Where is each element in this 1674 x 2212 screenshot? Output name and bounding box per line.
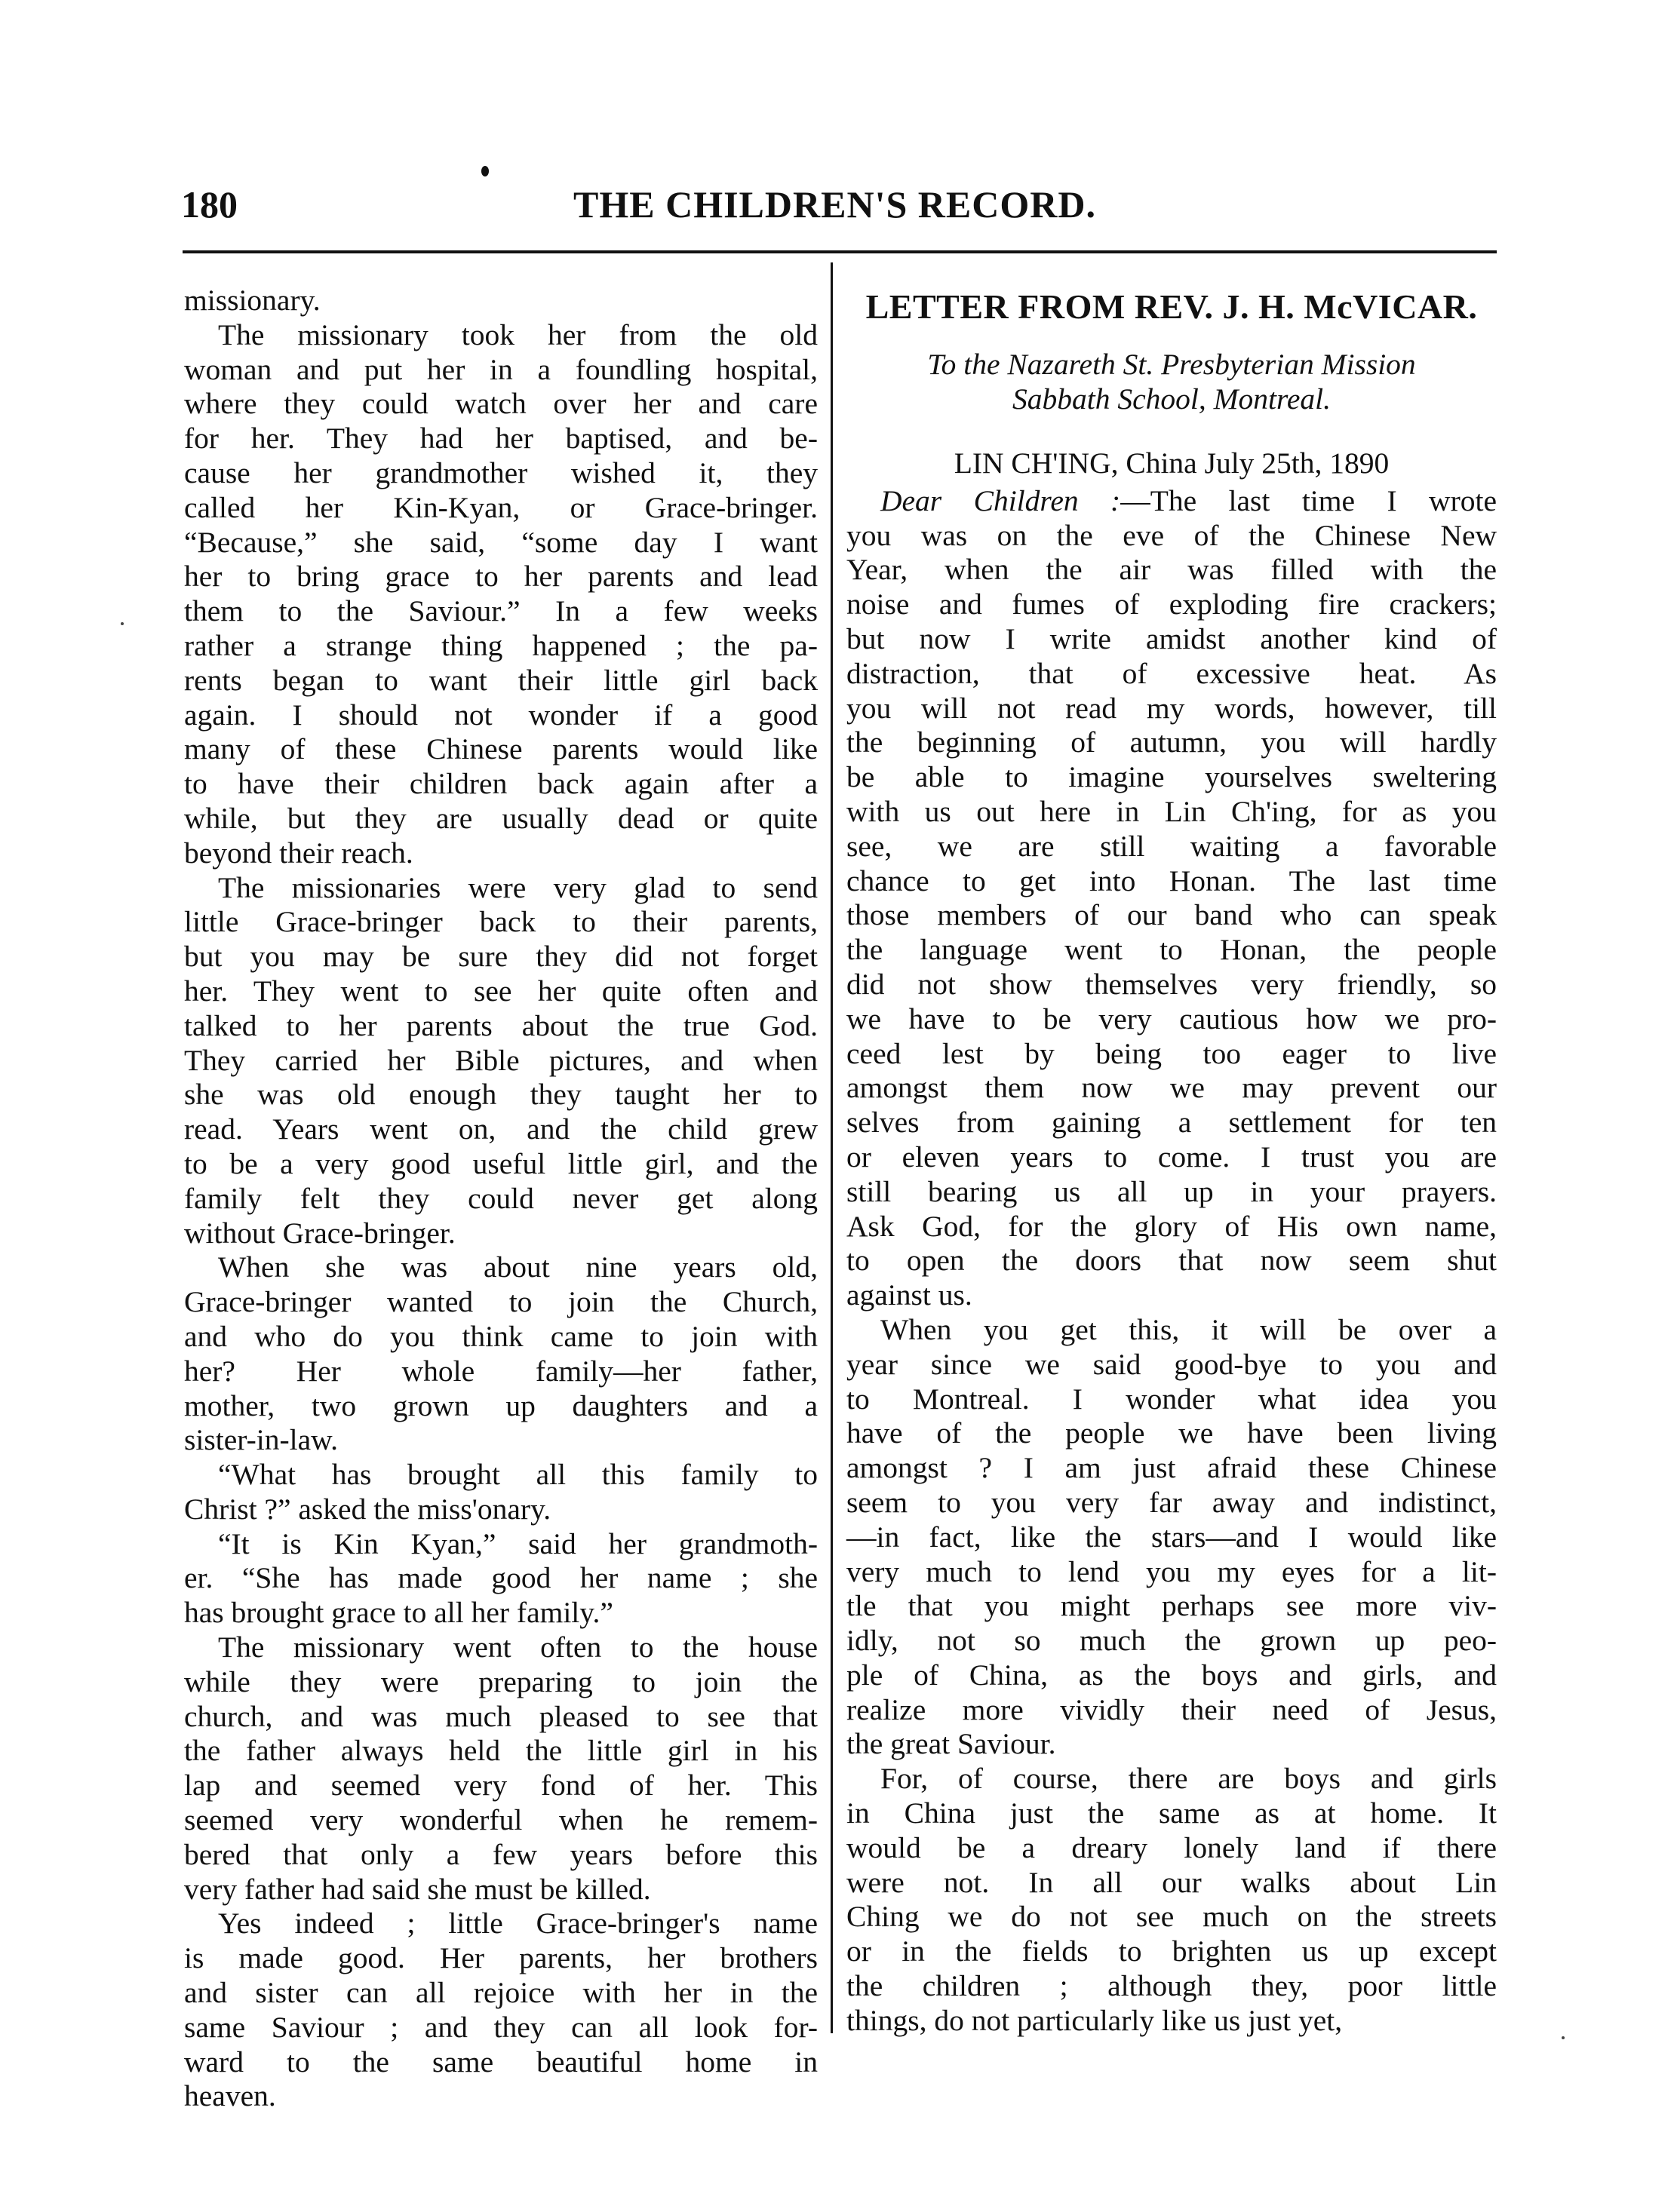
text-line: read. Years went on, and the child grew — [184, 1112, 818, 1146]
article-title: LETTER FROM REV. J. H. McVICAR. — [865, 287, 1478, 326]
text-line: tle that you might perhaps see more viv- — [846, 1589, 1497, 1623]
text-line: lap and seemed very fond of her. This — [184, 1769, 818, 1802]
text-line: mother, two grown up daughters and a — [184, 1388, 818, 1422]
text-line: rather a strange thing happened ; the pa- — [184, 628, 818, 662]
text-line: The missionary took her from the old — [218, 318, 818, 351]
text-line: idly, not so much the grown up peo- — [846, 1624, 1497, 1658]
text-line: to be a very good useful little girl, and the — [184, 1146, 818, 1180]
text-line: Year, when the air was filled with the — [846, 553, 1497, 587]
text-line: in China just the same as at home. It — [846, 1796, 1497, 1830]
text-line: to Montreal. I wonder what idea you — [846, 1382, 1497, 1416]
text-line: did not show themselves very friendly, so — [846, 967, 1497, 1001]
text-line: but now I write amidst another kind of — [846, 621, 1497, 655]
page-header — [181, 175, 1494, 235]
text-line: realize more vividly their need of Jesus, — [846, 1692, 1497, 1726]
paragraph — [184, 1250, 818, 1458]
dedication-line: To the Nazareth St. Presbyterian Mission — [927, 348, 1416, 381]
text-line: bered that only a few years before this — [184, 1837, 818, 1871]
text-line: seemed very wonderful when he remem- — [184, 1803, 818, 1837]
text-line: “What has brought all this family to — [218, 1458, 818, 1492]
text-line: er. “She has made good her name ; she — [184, 1561, 818, 1595]
salutation: Dear Children : — [880, 483, 1121, 517]
text-line: still bearing us all up in your prayers. — [846, 1174, 1497, 1208]
text-line: and who do you think came to join with — [184, 1319, 818, 1353]
text-line: and sister can all rejoice with her in the — [184, 1976, 818, 2010]
text-line: rents began to want their little girl back — [184, 663, 818, 697]
text-line: is made good. Her parents, her brothers — [184, 1941, 818, 1975]
text-line: cause her grandmother wished it, they — [184, 456, 818, 489]
paragraph — [184, 1458, 818, 1527]
text-line: same Saviour ; and they can all look for- — [184, 2010, 818, 2044]
text-line: to open the doors that now seem shut — [846, 1244, 1497, 1278]
text-line: those members of our band who can speak — [846, 898, 1497, 932]
paragraph — [184, 871, 818, 1251]
text-line: she was old enough they taught her to — [184, 1078, 818, 1112]
text-line: Grace-bringer wanted to join the Church, — [184, 1285, 818, 1319]
text-line: very father had said she must be killed. — [184, 1872, 651, 1906]
text-line: you was on the eve of the Chinese New — [846, 518, 1497, 552]
text-line: Ching we do not see much on the streets — [846, 1900, 1497, 1934]
dedication — [846, 347, 1497, 416]
text-line: Ask God, for the glory of His own name, — [846, 1209, 1497, 1243]
text-line: When you get this, it will be over a — [880, 1312, 1497, 1346]
text-line: to have their children back again after a — [184, 767, 818, 801]
text-line: amongst ? I am just afraid these Chinese — [846, 1451, 1497, 1485]
text-line: Christ ?” asked the miss'onary. — [184, 1492, 551, 1526]
text-line: with us out here in Lin Ch'ing, for as you — [846, 794, 1497, 828]
text-line: the great Saviour. — [846, 1727, 1056, 1761]
text-line: —in fact, like the stars—and I would like — [846, 1520, 1497, 1554]
right-column — [846, 284, 1497, 2039]
paper-speck — [1562, 2036, 1565, 2039]
text-line: missionary. — [184, 284, 321, 317]
text-line: the children ; although they, poor little — [846, 1969, 1497, 2003]
text-line: her to bring grace to her parents and lead — [184, 560, 818, 594]
text-line: little Grace-bringer back to their parents, — [184, 905, 818, 939]
paragraph — [846, 1762, 1497, 2038]
text-line: seem to you very far away and indistinct, — [846, 1485, 1497, 1519]
text-line: ward to the same beautiful home in — [184, 2045, 818, 2079]
text-line: “It is Kin Kyan,” said her grandmoth- — [218, 1526, 818, 1560]
text-line: her? Her whole family—her father, — [184, 1354, 818, 1388]
text-line: for her. They had her baptised, and be- — [184, 422, 818, 456]
letter-body — [846, 484, 1497, 2039]
text-line: while, but they are usually dead or quite — [184, 801, 818, 835]
text-line: again. I should not wonder if a good — [184, 698, 818, 732]
paragraph — [184, 318, 818, 871]
text-line: her. They went to see her quite often and — [184, 974, 818, 1008]
left-column — [184, 284, 818, 2114]
text-line: the language went to Honan, the people — [846, 933, 1497, 967]
header-rule — [183, 250, 1497, 253]
text-line: Yes indeed ; little Grace-bringer's name — [218, 1907, 818, 1940]
text-line: The missionary went often to the house — [218, 1631, 818, 1664]
paragraph — [846, 484, 1497, 1313]
text-line: called her Kin-Kyan, or Grace-bringer. — [184, 490, 818, 524]
text-line: amongst them now we may prevent our — [846, 1071, 1497, 1105]
text-line: without Grace-bringer. — [184, 1216, 456, 1250]
text-line: ceed lest by being too eager to live — [846, 1036, 1497, 1070]
paragraph — [184, 284, 818, 318]
text-line: the beginning of autumn, you will hardly — [846, 726, 1497, 759]
text-line: but you may be sure they did not forget — [184, 940, 818, 974]
text-line: against us. — [846, 1278, 972, 1312]
text-line: year since we said good-bye to you and — [846, 1347, 1497, 1381]
dateline: LIN CH'ING, China July 25th, 1890 — [954, 446, 1390, 480]
text-line: beyond their reach. — [184, 836, 413, 870]
text-line: The missionaries were very glad to send — [218, 870, 818, 904]
text-line: them to the Saviour.” In a few weeks — [184, 594, 818, 628]
text-line — [846, 484, 1497, 519]
paragraph — [184, 1631, 818, 1907]
text-line: distraction, that of excessive heat. As — [846, 656, 1497, 690]
text-line: noise and fumes of exploding fire crackers; — [846, 588, 1497, 621]
text-line: talked to her parents about the true God. — [184, 1008, 818, 1042]
text-line: very much to lend you my eyes for a lit- — [846, 1554, 1497, 1588]
printer-dot — [481, 166, 489, 176]
text-line: woman and put her in a foundling hospital, — [184, 352, 818, 386]
text-line: heaven. — [184, 2079, 276, 2113]
text-line: When she was about nine years old, — [218, 1250, 818, 1284]
text-line: be able to imagine yourselves sweltering — [846, 760, 1497, 794]
text-line: or eleven years to come. I trust you are — [846, 1140, 1497, 1173]
column-rule — [831, 262, 833, 2033]
text-line: family felt they could never get along — [184, 1181, 818, 1215]
text-line: They carried her Bible pictures, and when — [184, 1043, 818, 1077]
paragraph — [846, 1313, 1497, 1762]
text-line: the father always held the little girl in his — [184, 1734, 818, 1768]
text-line: sister-in-law. — [184, 1423, 338, 1457]
text-line: has brought grace to all her family.” — [184, 1596, 613, 1630]
paragraph — [184, 1907, 818, 2114]
text-line: were not. In all our walks about Lin — [846, 1865, 1497, 1899]
paper-speck — [121, 622, 124, 625]
text-line: “Because,” she said, “some day I want — [184, 525, 818, 559]
text-line: many of these Chinese parents would like — [184, 732, 818, 766]
text-line: you will not read my words, however, till — [846, 691, 1497, 725]
paragraph — [184, 1527, 818, 1631]
text-line: where they could watch over her and care — [184, 387, 818, 421]
running-title: THE CHILDREN'S RECORD. — [573, 183, 1096, 225]
text-line: chance to get into Honan. The last time — [846, 864, 1497, 897]
text-line: For, of course, there are boys and girls — [880, 1762, 1497, 1796]
page-number: 180 — [181, 183, 238, 225]
text-line: things, do not particularly like us just yet, — [846, 2003, 1343, 2037]
text-line-rest: —The last time I wrote — [1120, 483, 1497, 517]
text-line: ple of China, as the boys and girls, and — [846, 1658, 1497, 1692]
text-line: see, we are still waiting a favorable — [846, 829, 1497, 863]
text-line: church, and was much pleased to see that — [184, 1699, 818, 1733]
text-line: have of the people we have been living — [846, 1416, 1497, 1450]
text-line: would be a dreary lonely land if there — [846, 1830, 1497, 1864]
text-line: while they were preparing to join the — [184, 1664, 818, 1698]
dedication-line: Sabbath School, Montreal. — [1012, 382, 1332, 416]
text-line: we have to be very cautious how we pro- — [846, 1002, 1497, 1035]
text-line: selves from gaining a settlement for ten — [846, 1106, 1497, 1140]
text-line: or in the fields to brighten us up except — [846, 1934, 1497, 1968]
